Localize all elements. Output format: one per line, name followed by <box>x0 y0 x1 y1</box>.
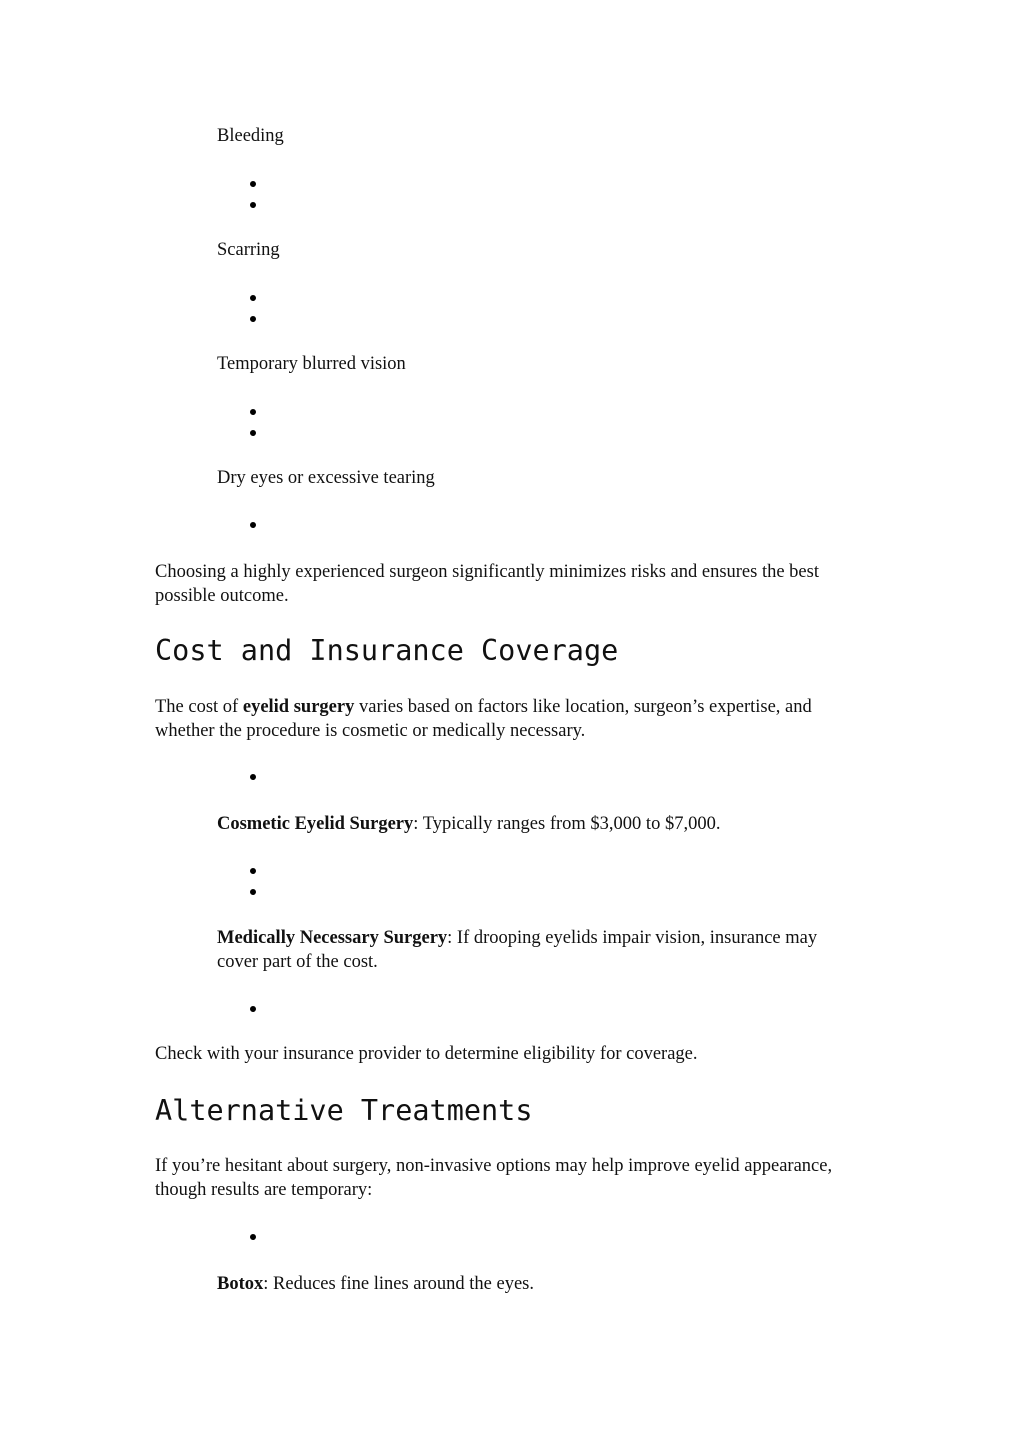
cosmetic-cost-text: : Typically ranges from $3,000 to $7,000. <box>413 814 721 834</box>
cost-intro-prefix: The cost of <box>155 697 243 717</box>
list-bullet <box>250 316 256 322</box>
risk-item-blurred-vision: Temporary blurred vision <box>217 354 406 374</box>
botox-item <box>217 1272 534 1296</box>
list-bullet <box>250 522 256 528</box>
list-bullet <box>250 868 256 874</box>
alternatives-intro-paragraph: If you’re hesitant about surgery, non-invasive options may help improve eyelid appearance, though results are temporary: <box>155 1156 833 1200</box>
cost-intro-suffix: varies based on factors like location, surgeon’s expertise, and whether the procedure is cosmetic or medically necessary. <box>155 697 812 741</box>
cost-intro-bold: eyelid surgery <box>242 697 355 717</box>
botox-label: Botox <box>217 1274 264 1294</box>
medical-cost-item <box>217 926 857 974</box>
list-bullet <box>250 202 256 208</box>
list-bullet <box>250 181 256 187</box>
medical-cost-label: Medically Necessary Surgery <box>217 928 448 948</box>
list-bullet <box>250 1234 256 1240</box>
risk-item-dry-eyes: Dry eyes or excessive tearing <box>217 468 435 488</box>
alternatives-section-heading: Alternative Treatments <box>155 1094 533 1127</box>
risk-closing-paragraph: Choosing a highly experienced surgeon significantly minimizes risks and ensures the best possible outcome. <box>155 562 819 606</box>
list-bullet <box>250 430 256 436</box>
botox-text: : Reduces fine lines around the eyes. <box>263 1274 534 1294</box>
risk-item-bleeding: Bleeding <box>217 126 284 146</box>
list-bullet <box>250 774 256 780</box>
risk-item-scarring: Scarring <box>217 240 280 260</box>
medical-cost-text: : If drooping eyelids impair vision, insurance may cover part of the cost. <box>217 928 818 972</box>
cost-section-heading: Cost and Insurance Coverage <box>155 634 619 667</box>
cosmetic-cost-label: Cosmetic Eyelid Surgery <box>217 814 414 834</box>
cost-intro-paragraph <box>155 695 867 743</box>
list-bullet <box>250 295 256 301</box>
list-bullet <box>250 409 256 415</box>
list-bullet <box>250 889 256 895</box>
cost-closing-paragraph: Check with your insurance provider to determine eligibility for coverage. <box>155 1044 698 1064</box>
list-bullet <box>250 1006 256 1012</box>
cosmetic-cost-item <box>217 812 720 836</box>
